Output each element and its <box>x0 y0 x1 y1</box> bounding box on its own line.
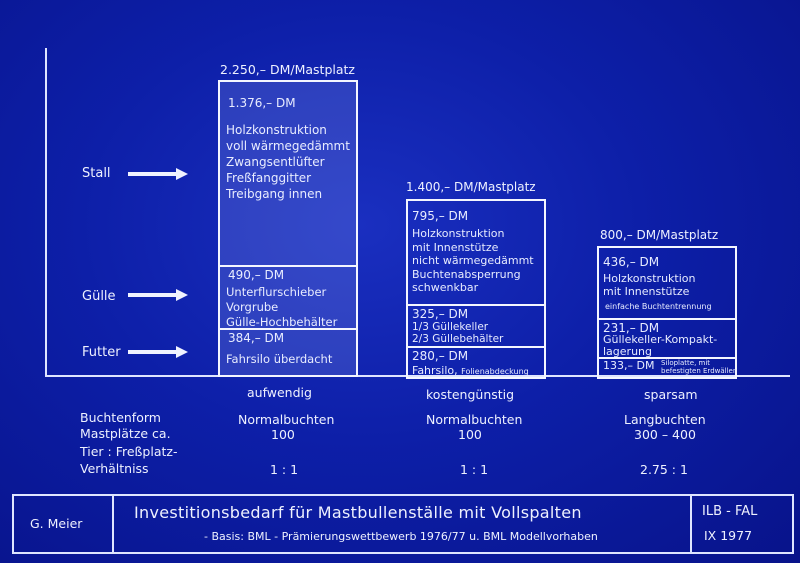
bar-value-label: 1.376,– DM <box>228 96 296 110</box>
bar-value-label: 133,– DM <box>603 359 655 372</box>
bar-segment-guelle <box>599 318 735 359</box>
bar-description: 1/3 Güllekeller 2/3 Güllebehälter <box>412 321 504 345</box>
bar-stack-kostenguenstig <box>406 199 546 379</box>
row-label-guelle: Gülle <box>82 289 116 304</box>
bar-segment-futter <box>220 328 356 375</box>
bar-segment-guelle <box>220 265 356 330</box>
bar-value-label: 231,– DM <box>603 321 660 335</box>
bar-segment-guelle <box>408 304 544 348</box>
bar-stack-aufwendig <box>218 80 358 377</box>
bar-description: Unterflurschieber Vorgrube Gülle-Hochbehälter <box>226 285 338 329</box>
bar-total-label: 1.400,– DM/Mastplatz <box>406 180 536 194</box>
org-label: ILB - FAL <box>702 504 758 519</box>
bar-description-small: Folienabdeckung <box>461 367 529 376</box>
bar-description-small: einfache Buchtentrennung <box>605 302 712 311</box>
arrow-right-icon <box>128 346 188 358</box>
table-cell: 1 : 1 <box>270 462 299 477</box>
bar-stack-sparsam <box>597 246 737 379</box>
bar-segment-stall <box>220 82 356 265</box>
category-label: sparsam <box>644 387 698 402</box>
date-label: IX 1977 <box>704 528 753 543</box>
table-cell: 2.75 : 1 <box>640 462 688 477</box>
bar-description: Fahrsilo überdacht <box>226 352 333 366</box>
table-cell: 1 : 1 <box>460 462 489 477</box>
author-label: G. Meier <box>30 516 83 531</box>
table-row-header: Verhältniss <box>80 461 149 476</box>
table-cell: 100 <box>458 427 482 442</box>
arrow-right-icon <box>128 168 188 180</box>
chart-title: Investitionsbedarf für Mastbullenställe mit Vollspalten <box>134 503 582 522</box>
row-label-stall: Stall <box>82 166 111 181</box>
y-axis <box>45 48 47 376</box>
bar-value-label: 436,– DM <box>603 255 660 269</box>
bar-total-label: 2.250,– DM/Mastplatz <box>220 62 355 77</box>
arrow-right-icon <box>128 289 188 301</box>
table-cell: Normalbuchten <box>426 412 523 427</box>
title-block <box>12 494 794 554</box>
bar-value-label: 384,– DM <box>228 331 285 345</box>
category-label: kostengünstig <box>426 387 515 402</box>
table-cell: 300 – 400 <box>634 427 696 442</box>
bar-segment-futter <box>599 357 738 377</box>
table-cell: 100 <box>271 427 295 442</box>
table-cell: Normalbuchten <box>238 412 335 427</box>
bar-description-main: Fahrsilo, <box>412 364 458 377</box>
bar-segment-stall <box>408 201 544 304</box>
bar-description-small: Siloplatte, mit befestigten Erdwällen <box>661 359 738 375</box>
table-row-header: Buchtenform <box>80 410 161 425</box>
bar-description: Holzkonstruktion voll wärmegedämmt Zwangsentlüfter Freßfanggitter Treibgang innen <box>226 123 350 201</box>
bar-segment-stall <box>599 248 735 318</box>
divider <box>690 496 692 552</box>
bar-value-label: 795,– DM <box>412 209 469 223</box>
table-cell: Langbuchten <box>624 412 706 427</box>
category-label: aufwendig <box>247 385 312 400</box>
bar-value-label: 280,– DM <box>412 349 469 363</box>
bar-description: Holzkonstruktion mit Innenstütze <box>603 272 696 298</box>
divider <box>112 496 114 552</box>
chart-subtitle: - Basis: BML - Prämierungswettbewerb 1976/77 u. BML Modellvorhaben <box>204 530 598 543</box>
bar-description: Güllekeller-Kompakt- lagerung <box>603 333 718 358</box>
table-row-header: Mastplätze ca. <box>80 426 171 441</box>
bar-description <box>412 363 529 379</box>
table-row-header: Tier : Freßplatz- <box>80 444 178 459</box>
bar-value-label: 490,– DM <box>228 268 285 282</box>
bar-total-label: 800,– DM/Mastplatz <box>600 228 719 242</box>
bar-value-label: 325,– DM <box>412 307 469 321</box>
bar-description: Holzkonstruktion mit Innenstütze nicht wärmegedämmt Buchtenabsperrung schwenkbar <box>412 227 534 294</box>
bar-segment-futter <box>408 346 544 377</box>
row-label-futter: Futter <box>82 345 121 360</box>
